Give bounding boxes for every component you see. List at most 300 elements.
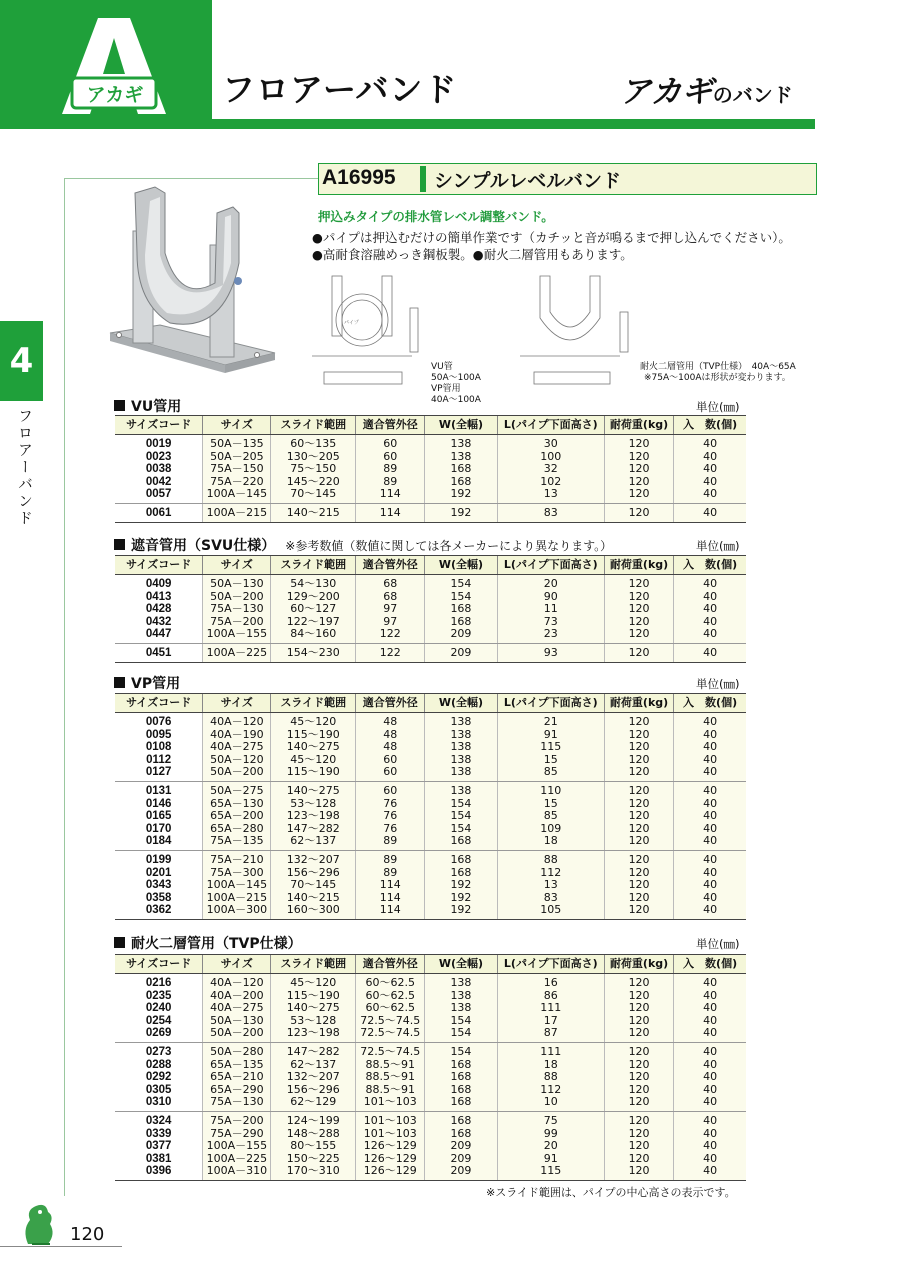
cell-value: 65A－290 xyxy=(210,1082,264,1096)
cell-value: 101～103 xyxy=(363,1126,417,1140)
cell-value: 120 xyxy=(628,890,650,904)
cell-value: 101～103 xyxy=(363,1113,417,1127)
cell-value: 115 xyxy=(540,1164,562,1178)
cell-value: 50A－120 xyxy=(210,752,264,766)
cell-value: 138 xyxy=(450,715,472,728)
cell-value: 40 xyxy=(703,821,718,835)
size-code: 0305 xyxy=(145,1083,172,1096)
footnote: ※スライド範囲は、パイプの中心高さの表示です。 xyxy=(486,1186,736,1199)
cell-value: 138 xyxy=(450,727,472,741)
cell-value: 50A－135 xyxy=(210,437,264,450)
table-cell xyxy=(115,974,203,1043)
table-cell xyxy=(356,1111,425,1180)
footer-line xyxy=(0,1246,122,1247)
cell-value: 115～190 xyxy=(286,727,340,741)
cell-value: 40A－190 xyxy=(210,727,264,741)
cell-value: 45～120 xyxy=(290,715,337,728)
table-cell xyxy=(271,781,356,850)
cell-value: 138 xyxy=(450,988,472,1002)
cell-value: 120 xyxy=(628,821,650,835)
table-cell xyxy=(674,643,746,662)
cell-value: 120 xyxy=(628,765,650,779)
cell-value: 75A－135 xyxy=(210,834,264,848)
column-header: 入 数(個) xyxy=(674,556,746,575)
table-cell xyxy=(497,1042,604,1111)
cell-value: 40 xyxy=(703,852,718,866)
cell-value: 114 xyxy=(379,890,401,904)
cell-value: 147～282 xyxy=(286,1044,340,1058)
cell-value: 40 xyxy=(703,1026,718,1040)
cell-value: 83 xyxy=(543,505,558,519)
cell-value: 120 xyxy=(628,1151,650,1165)
cell-value: 13 xyxy=(543,878,558,892)
cell-value: 124～199 xyxy=(286,1113,340,1127)
cell-value: 21 xyxy=(543,715,558,728)
cell-value: 75 xyxy=(543,1113,558,1127)
diagram-label-tvp-note: ※75A～100Aは形状が変わります。 xyxy=(644,373,791,383)
diagram-label-vu-range: 50A～100A xyxy=(431,373,481,383)
chapter-label: フロアーバンド xyxy=(16,408,34,527)
size-code: 0057 xyxy=(145,488,172,501)
cell-value: 40 xyxy=(703,878,718,892)
cell-value: 40 xyxy=(703,890,718,904)
cell-value: 156～296 xyxy=(286,1082,340,1096)
cell-value: 100A－155 xyxy=(206,627,268,641)
size-code: 0362 xyxy=(145,904,172,917)
cell-value: 40 xyxy=(703,1082,718,1096)
cell-value: 50A－200 xyxy=(210,1026,264,1040)
cell-value: 53～128 xyxy=(290,796,337,810)
cell-value: 75A－200 xyxy=(210,1113,264,1127)
table-cell xyxy=(674,713,746,782)
cell-value: 89 xyxy=(383,834,398,848)
column-header: 耐荷重(kg) xyxy=(604,955,673,974)
chapter-tab: 4 xyxy=(0,321,43,401)
cell-value: 129～200 xyxy=(286,589,340,603)
cell-value: 97 xyxy=(383,614,398,628)
cell-value: 40 xyxy=(703,809,718,823)
cell-value: 84～160 xyxy=(290,627,337,641)
cell-value: 168 xyxy=(450,852,472,866)
cell-value: 50A－280 xyxy=(210,1044,264,1058)
cell-value: 192 xyxy=(450,878,472,892)
cell-value: 120 xyxy=(628,1126,650,1140)
product-header-separator xyxy=(420,166,426,192)
cell-value: 75～150 xyxy=(290,462,337,476)
table-cell xyxy=(115,503,203,522)
cell-value: 100A－215 xyxy=(206,890,268,904)
cell-value: 18 xyxy=(543,834,558,848)
column-header: 適合管外径 xyxy=(356,556,425,575)
table-cell xyxy=(604,1111,673,1180)
cell-value: 23 xyxy=(543,627,558,641)
column-header: 入 数(個) xyxy=(674,955,746,974)
cell-value: 105 xyxy=(540,903,562,917)
table-row-group xyxy=(115,503,746,522)
column-header: W(全幅) xyxy=(425,556,497,575)
cell-value: 114 xyxy=(379,878,401,892)
table-cell xyxy=(674,1111,746,1180)
cell-value: 40 xyxy=(703,437,718,450)
cell-value: 68 xyxy=(383,577,398,590)
size-code: 0199 xyxy=(145,853,172,866)
cell-value: 123～198 xyxy=(286,1026,340,1040)
cell-value: 120 xyxy=(628,878,650,892)
column-header: サイズ xyxy=(203,416,271,435)
table-cell xyxy=(674,435,746,504)
cell-value: 100A－155 xyxy=(206,1139,268,1153)
cell-value: 168 xyxy=(450,1070,472,1084)
cell-value: 48 xyxy=(383,727,398,741)
cell-value: 120 xyxy=(628,1070,650,1084)
cell-value: 97 xyxy=(383,602,398,616)
cell-value: 60 xyxy=(383,752,398,766)
diagram-label-vp: VP管用 xyxy=(431,384,461,394)
table-row-group xyxy=(115,850,746,919)
table-cell xyxy=(604,1042,673,1111)
size-code: 0409 xyxy=(145,578,172,590)
cell-value: 88 xyxy=(543,1070,558,1084)
cell-value: 40A－120 xyxy=(210,715,264,728)
cell-value: 140～275 xyxy=(286,740,340,754)
cell-value: 168 xyxy=(450,834,472,848)
cell-value: 40 xyxy=(703,1044,718,1058)
column-header: 耐荷重(kg) xyxy=(604,556,673,575)
table-cell xyxy=(425,1111,497,1180)
cell-value: 120 xyxy=(628,474,650,488)
size-code: 0339 xyxy=(145,1127,172,1140)
size-code: 0310 xyxy=(145,1096,172,1109)
cell-value: 89 xyxy=(383,865,398,879)
column-header: サイズコード xyxy=(115,556,203,575)
table-row-group xyxy=(115,974,746,1043)
cell-value: 89 xyxy=(383,852,398,866)
cell-value: 65A－280 xyxy=(210,821,264,835)
cell-value: 40 xyxy=(703,1164,718,1178)
cell-value: 86 xyxy=(543,988,558,1002)
cell-value: 114 xyxy=(379,505,401,519)
cell-value: 120 xyxy=(628,976,650,989)
table-cell xyxy=(497,974,604,1043)
cell-value: 40 xyxy=(703,589,718,603)
cell-value: 40 xyxy=(703,740,718,754)
cell-value: 40 xyxy=(703,645,718,659)
cell-value: 112 xyxy=(540,865,562,879)
cell-value: 112 xyxy=(540,1082,562,1096)
cell-value: 75A－150 xyxy=(210,462,264,476)
cell-value: 209 xyxy=(450,1139,472,1153)
table-cell xyxy=(425,850,497,919)
cell-value: 156～296 xyxy=(286,865,340,879)
cell-value: 120 xyxy=(628,1026,650,1040)
cell-value: 120 xyxy=(628,1057,650,1071)
column-header: サイズコード xyxy=(115,955,203,974)
cell-value: 40 xyxy=(703,988,718,1002)
spec-table-vu xyxy=(115,415,746,523)
cell-value: 40 xyxy=(703,715,718,728)
cell-value: 50A－130 xyxy=(210,1013,264,1027)
spec-table-tvp xyxy=(115,954,746,1181)
column-header: スライド範囲 xyxy=(271,416,356,435)
table-cell xyxy=(271,575,356,644)
size-code: 0451 xyxy=(145,646,172,659)
cell-value: 138 xyxy=(450,783,472,797)
cell-value: 40 xyxy=(703,602,718,616)
section-note-svu: ※参考数値（数値に関しては各メーカーにより異なります。） xyxy=(285,539,613,553)
cell-value: 120 xyxy=(628,614,650,628)
table-cell xyxy=(425,974,497,1043)
table-cell xyxy=(115,1111,203,1180)
cell-value: 110 xyxy=(540,783,562,797)
cell-value: 132～207 xyxy=(286,852,340,866)
cell-value: 17 xyxy=(543,1013,558,1027)
cell-value: 40 xyxy=(703,1113,718,1127)
column-header: 適合管外径 xyxy=(356,955,425,974)
column-header: L(パイプ下面高さ) xyxy=(497,556,604,575)
cell-value: 120 xyxy=(628,1139,650,1153)
cell-value: 168 xyxy=(450,602,472,616)
cell-value: 120 xyxy=(628,627,650,641)
cell-value: 168 xyxy=(450,1082,472,1096)
column-header: サイズ xyxy=(203,955,271,974)
cell-value: 115～190 xyxy=(286,988,340,1002)
table-cell xyxy=(356,713,425,782)
size-code: 0235 xyxy=(145,989,172,1002)
cell-value: 76 xyxy=(383,796,398,810)
cell-value: 100A－300 xyxy=(206,903,268,917)
diagram-label-vp-range: 40A～100A xyxy=(431,395,481,405)
cell-value: 120 xyxy=(628,1113,650,1127)
cell-value: 50A－200 xyxy=(210,589,264,603)
cell-value: 123～198 xyxy=(286,809,340,823)
cell-value: 120 xyxy=(628,727,650,741)
cell-value: 168 xyxy=(450,1057,472,1071)
cell-value: 40 xyxy=(703,1126,718,1140)
cell-value: 138 xyxy=(450,1001,472,1015)
cell-value: 120 xyxy=(628,1013,650,1027)
table-cell xyxy=(203,974,271,1043)
cell-value: 40 xyxy=(703,796,718,810)
cell-value: 60～135 xyxy=(290,437,337,450)
cell-value: 40 xyxy=(703,903,718,917)
cell-value: 100A－145 xyxy=(206,878,268,892)
cell-value: 50A－275 xyxy=(210,783,264,797)
cell-value: 40 xyxy=(703,1095,718,1109)
size-code: 0216 xyxy=(145,977,172,989)
table-cell xyxy=(203,850,271,919)
cell-value: 209 xyxy=(450,1164,472,1178)
cell-value: 88.5～91 xyxy=(365,1082,415,1096)
cell-value: 120 xyxy=(628,462,650,476)
cell-value: 120 xyxy=(628,449,650,463)
table-cell xyxy=(115,643,203,662)
diagram-label-tvp: 耐火二層管用（TVP仕様） 40A～65A xyxy=(640,362,796,372)
diagram-label-vu: VU管 xyxy=(431,362,453,372)
header-bar xyxy=(0,119,815,129)
table-cell xyxy=(271,850,356,919)
table-cell xyxy=(115,435,203,504)
table-cell xyxy=(674,781,746,850)
cell-value: 50A－130 xyxy=(210,577,264,590)
cell-value: 192 xyxy=(450,903,472,917)
cell-value: 20 xyxy=(543,1139,558,1153)
cell-value: 209 xyxy=(450,1151,472,1165)
table-cell xyxy=(604,781,673,850)
unit-label-svu: 単位(㎜) xyxy=(696,539,740,553)
column-header: サイズコード xyxy=(115,416,203,435)
cell-value: 75A－210 xyxy=(210,852,264,866)
cell-value: 75A－290 xyxy=(210,1126,264,1140)
column-header: サイズコード xyxy=(115,694,203,713)
cell-value: 40A－275 xyxy=(210,1001,264,1015)
cell-value: 154 xyxy=(450,1044,472,1058)
table-cell xyxy=(356,643,425,662)
cell-value: 40 xyxy=(703,487,718,501)
table-cell xyxy=(203,575,271,644)
svg-text:パイプ: パイプ xyxy=(344,320,359,326)
cell-value: 154～230 xyxy=(286,645,340,659)
cell-value: 40A－120 xyxy=(210,976,264,989)
table-cell xyxy=(497,1111,604,1180)
cell-value: 40 xyxy=(703,976,718,989)
cell-value: 138 xyxy=(450,449,472,463)
cell-value: 40 xyxy=(703,1057,718,1071)
feature-line-1: ●パイプは押込むだけの簡単作業です（カチッと音が鳴るまで押し込んでください）。 xyxy=(312,230,791,245)
cell-value: 154 xyxy=(450,577,472,590)
cell-value: 73 xyxy=(543,614,558,628)
size-code: 0396 xyxy=(145,1165,172,1178)
table-cell xyxy=(115,850,203,919)
cell-value: 85 xyxy=(543,765,558,779)
cell-value: 75A－130 xyxy=(210,1095,264,1109)
column-header: サイズ xyxy=(203,556,271,575)
cell-value: 140～275 xyxy=(286,783,340,797)
cell-value: 168 xyxy=(450,1095,472,1109)
cell-value: 88 xyxy=(543,852,558,866)
cell-value: 80～155 xyxy=(290,1139,337,1153)
cell-value: 100A－225 xyxy=(206,1151,268,1165)
size-code: 0038 xyxy=(145,463,172,476)
size-code: 0269 xyxy=(145,1027,172,1040)
cell-value: 192 xyxy=(450,505,472,519)
table-cell xyxy=(203,713,271,782)
table-cell xyxy=(497,503,604,522)
cell-value: 72.5～74.5 xyxy=(360,1013,421,1027)
cell-value: 62～137 xyxy=(290,834,337,848)
cell-value: 120 xyxy=(628,487,650,501)
cell-value: 114 xyxy=(379,903,401,917)
cell-value: 100A－215 xyxy=(206,505,268,519)
cell-value: 120 xyxy=(628,1095,650,1109)
cell-value: 120 xyxy=(628,834,650,848)
column-header: 耐荷重(kg) xyxy=(604,694,673,713)
table-row-group xyxy=(115,781,746,850)
cell-value: 40 xyxy=(703,474,718,488)
size-code: 0447 xyxy=(145,628,172,641)
cell-value: 85 xyxy=(543,809,558,823)
cell-value: 20 xyxy=(543,577,558,590)
cell-value: 120 xyxy=(628,1001,650,1015)
product-name: シンプルレベルバンド xyxy=(434,170,621,192)
cell-value: 53～128 xyxy=(290,1013,337,1027)
size-code: 0108 xyxy=(145,741,172,754)
cell-value: 120 xyxy=(628,1164,650,1178)
cell-value: 122～197 xyxy=(286,614,340,628)
table-cell xyxy=(604,974,673,1043)
cell-value: 40 xyxy=(703,462,718,476)
cell-value: 120 xyxy=(628,740,650,754)
table-cell xyxy=(674,974,746,1043)
size-code: 0127 xyxy=(145,766,172,779)
cell-value: 60～62.5 xyxy=(365,976,415,989)
table-row-group xyxy=(115,1042,746,1111)
cell-value: 138 xyxy=(450,740,472,754)
table-cell xyxy=(356,974,425,1043)
cell-value: 100A－310 xyxy=(206,1164,268,1178)
cell-value: 40 xyxy=(703,765,718,779)
size-code: 0377 xyxy=(145,1140,172,1153)
cell-value: 138 xyxy=(450,752,472,766)
table-cell xyxy=(356,503,425,522)
cell-value: 91 xyxy=(543,1151,558,1165)
cell-value: 120 xyxy=(628,602,650,616)
cell-value: 15 xyxy=(543,752,558,766)
cell-value: 45～120 xyxy=(290,976,337,989)
cell-value: 40 xyxy=(703,1151,718,1165)
table-cell xyxy=(497,435,604,504)
table-cell xyxy=(425,503,497,522)
cell-value: 140～215 xyxy=(286,890,340,904)
size-code: 0019 xyxy=(145,438,172,450)
cell-value: 40 xyxy=(703,1139,718,1153)
size-code: 0288 xyxy=(145,1058,172,1071)
cell-value: 140～215 xyxy=(286,505,340,519)
cell-value: 120 xyxy=(628,1082,650,1096)
column-header: W(全幅) xyxy=(425,955,497,974)
size-code: 0381 xyxy=(145,1152,172,1165)
cell-value: 120 xyxy=(628,903,650,917)
table-cell xyxy=(674,503,746,522)
size-code: 0428 xyxy=(145,603,172,616)
cell-value: 168 xyxy=(450,865,472,879)
cell-value: 40 xyxy=(703,1013,718,1027)
cell-value: 30 xyxy=(543,437,558,450)
cell-value: 88.5～91 xyxy=(365,1070,415,1084)
section-title-svu: 遮音管用（SVU仕様） ※参考数値（数値に関しては各メーカーにより異なります。） xyxy=(114,535,612,555)
cell-value: 91 xyxy=(543,727,558,741)
cell-value: 40 xyxy=(703,1001,718,1015)
cell-value: 60～62.5 xyxy=(365,988,415,1002)
column-header: L(パイプ下面高さ) xyxy=(497,416,604,435)
cell-value: 120 xyxy=(628,865,650,879)
cell-value: 15 xyxy=(543,796,558,810)
cell-value: 11 xyxy=(543,602,558,616)
page-number: 120 xyxy=(70,1224,105,1245)
size-code: 0042 xyxy=(145,475,172,488)
cell-value: 154 xyxy=(450,796,472,810)
feature-line-2: ●高耐食溶融めっき鋼板製。●耐火二層管用もあります。 xyxy=(312,247,633,262)
table-cell xyxy=(497,850,604,919)
size-code: 0254 xyxy=(145,1014,172,1027)
cell-value: 32 xyxy=(543,462,558,476)
cell-value: 168 xyxy=(450,462,472,476)
table-cell xyxy=(203,1111,271,1180)
size-code: 0292 xyxy=(145,1071,172,1084)
table-cell xyxy=(115,781,203,850)
table-cell xyxy=(271,974,356,1043)
size-code: 0112 xyxy=(146,753,172,766)
column-header: 適合管外径 xyxy=(356,416,425,435)
